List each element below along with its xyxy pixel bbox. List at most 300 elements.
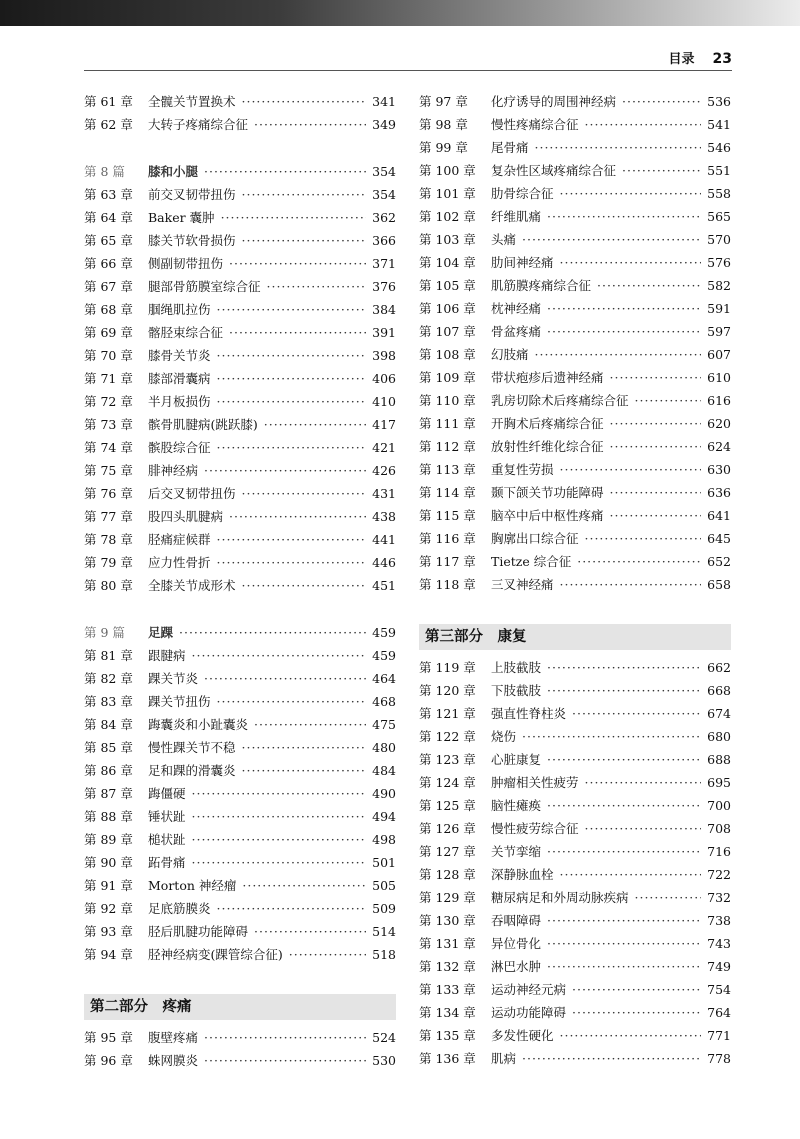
part-banner: 第三部分 康复 [419, 624, 731, 650]
chapter-number: 第 105 章 [419, 278, 476, 293]
chapter-title: 后交叉韧带扭伤 [148, 486, 236, 501]
dot-leader [242, 229, 367, 252]
toc-chapter-entry [419, 573, 731, 596]
page-number: 764 [707, 1005, 731, 1020]
chapter-title: 开胸术后疼痛综合征 [491, 416, 604, 431]
page-number: 480 [372, 740, 396, 755]
chapter-number: 第 63 章 [84, 187, 133, 202]
chapter-title: 腹壁疼痛 [148, 1030, 199, 1045]
chapter-title: 足和踝的滑囊炎 [148, 763, 236, 778]
chapter-title: Baker 囊肿 [148, 210, 215, 225]
toc-chapter-entry [84, 759, 396, 782]
chapter-number: 第 81 章 [84, 648, 133, 663]
dot-leader [635, 886, 702, 909]
dot-leader [192, 644, 367, 667]
dot-leader [597, 274, 701, 297]
page-number: 366 [372, 233, 396, 248]
toc-chapter-entry [419, 1024, 731, 1047]
page-number: 546 [707, 140, 731, 155]
dot-leader [547, 320, 701, 343]
page-number: 570 [707, 232, 731, 247]
chapter-number: 第 124 章 [419, 775, 476, 790]
chapter-number: 第 119 章 [419, 660, 476, 675]
chapter-title: 肿瘤相关性疲劳 [491, 775, 579, 790]
dot-leader [610, 504, 702, 527]
chapter-number: 第 102 章 [419, 209, 476, 224]
page-number: 620 [707, 416, 731, 431]
chapter-title: 跟腱病 [148, 648, 186, 663]
chapter-number: 第 134 章 [419, 1005, 476, 1020]
toc-chapter-entry [419, 817, 731, 840]
page-number: 732 [707, 890, 731, 905]
dot-leader [585, 113, 702, 136]
chapter-title: 全膝关节成形术 [148, 578, 236, 593]
chapter-number: 第 62 章 [84, 117, 133, 132]
dot-leader [547, 932, 701, 955]
toc-chapter-entry [84, 828, 396, 851]
chapter-title: 腘绳肌拉伤 [148, 302, 211, 317]
chapter-title: 放射性纤维化综合征 [491, 439, 604, 454]
chapter-title: 胫痛症候群 [148, 532, 211, 547]
chapter-number: 第 85 章 [84, 740, 133, 755]
chapter-title: 淋巴水肿 [491, 959, 542, 974]
page-number: 349 [372, 117, 396, 132]
dot-leader [242, 482, 367, 505]
dot-leader [192, 782, 367, 805]
dot-leader [217, 390, 367, 413]
chapter-number: 第 107 章 [419, 324, 476, 339]
page-number: 749 [707, 959, 731, 974]
toc-chapter-entry [84, 644, 396, 667]
toc-chapter-entry [84, 183, 396, 206]
chapter-title: 髌骨肌腱病(跳跃膝) [148, 417, 258, 432]
chapter-title: 幻肢痛 [491, 347, 529, 362]
toc-chapter-entry [84, 528, 396, 551]
page-number: 636 [707, 485, 731, 500]
chapter-number: 第 68 章 [84, 302, 133, 317]
page-number: 652 [707, 554, 731, 569]
toc-chapter-entry [84, 805, 396, 828]
chapter-title: Tietze 综合征 [491, 554, 572, 569]
dot-leader [217, 528, 367, 551]
dot-leader [204, 459, 366, 482]
toc-chapter-entry [84, 275, 396, 298]
chapter-title: 足踝 [148, 625, 174, 640]
toc-chapter-entry [419, 251, 731, 274]
page-number: 674 [707, 706, 731, 721]
toc-chapter-entry [84, 229, 396, 252]
dot-leader [217, 344, 367, 367]
page-number: 509 [372, 901, 396, 916]
chapter-number: 第 72 章 [84, 394, 133, 409]
toc-chapter-entry [419, 955, 731, 978]
header-divider [84, 70, 732, 71]
page-number: 490 [372, 786, 396, 801]
chapter-number: 第 130 章 [419, 913, 476, 928]
chapter-title: 胫后肌腱功能障碍 [148, 924, 249, 939]
dot-leader [242, 736, 367, 759]
dot-leader [217, 690, 367, 713]
toc-chapter-entry [419, 550, 731, 573]
toc-chapter-entry [419, 297, 731, 320]
dot-leader [572, 978, 701, 1001]
chapter-number: 第 116 章 [419, 531, 476, 546]
chapter-number: 第 76 章 [84, 486, 133, 501]
chapter-number: 第 117 章 [419, 554, 476, 569]
chapter-number: 第 71 章 [84, 371, 133, 386]
page-number: 738 [707, 913, 731, 928]
chapter-title: 上肢截肢 [491, 660, 542, 675]
toc-chapter-entry [84, 874, 396, 897]
toc-chapter-entry [419, 702, 731, 725]
chapter-title: 踇僵硬 [148, 786, 186, 801]
chapter-title: 尾骨痛 [491, 140, 529, 155]
chapter-number: 第 103 章 [419, 232, 476, 247]
chapter-number: 第 128 章 [419, 867, 476, 882]
toc-part-entry [84, 621, 396, 644]
chapter-title: 踝关节扭伤 [148, 694, 211, 709]
dot-leader [217, 367, 367, 390]
page-number: 716 [707, 844, 731, 859]
chapter-number: 第 77 章 [84, 509, 133, 524]
chapter-title: 运动神经元病 [491, 982, 567, 997]
chapter-title: 枕神经痛 [491, 301, 542, 316]
toc-chapter-entry [419, 932, 731, 955]
page-number: 541 [707, 117, 731, 132]
page-number: 441 [372, 532, 396, 547]
chapter-title: 强直性脊柱炎 [491, 706, 567, 721]
dot-leader [192, 805, 367, 828]
chapter-number: 第 92 章 [84, 901, 133, 916]
page-number: 426 [372, 463, 396, 478]
chapter-title: 异位骨化 [491, 936, 542, 951]
dot-leader [204, 667, 366, 690]
chapter-number: 第 122 章 [419, 729, 476, 744]
page-number: 616 [707, 393, 731, 408]
dot-leader [204, 1026, 366, 1049]
chapter-number: 第 114 章 [419, 485, 476, 500]
chapter-number: 第 79 章 [84, 555, 133, 570]
chapter-number: 第 83 章 [84, 694, 133, 709]
toc-chapter-entry [84, 413, 396, 436]
toc-chapter-entry [419, 228, 731, 251]
toc-chapter-entry [84, 736, 396, 759]
toc-chapter-entry [419, 794, 731, 817]
chapter-title: 膝骨关节炎 [148, 348, 211, 363]
chapter-number: 第 70 章 [84, 348, 133, 363]
page-number: 391 [372, 325, 396, 340]
page-number: 558 [707, 186, 731, 201]
page-number: 565 [707, 209, 731, 224]
section-spacer [84, 136, 396, 160]
dot-leader [217, 436, 367, 459]
chapter-number: 第 69 章 [84, 325, 133, 340]
toc-chapter-entry [419, 725, 731, 748]
page-number: 576 [707, 255, 731, 270]
dot-leader [547, 297, 701, 320]
dot-leader [217, 551, 367, 574]
dot-leader [560, 182, 702, 205]
page-number: 743 [707, 936, 731, 951]
chapter-number: 第 127 章 [419, 844, 476, 859]
section-spacer [84, 597, 396, 621]
page-number: 398 [372, 348, 396, 363]
page-number: 630 [707, 462, 731, 477]
dot-leader [547, 955, 701, 978]
chapter-number: 第 110 章 [419, 393, 476, 408]
page-number: 501 [372, 855, 396, 870]
chapter-title: 下肢截肢 [491, 683, 542, 698]
toc-chapter-entry [84, 344, 396, 367]
dot-leader [242, 183, 367, 206]
dot-leader [267, 275, 367, 298]
dot-leader [610, 481, 702, 504]
chapter-title: 胫神经病变(踝管综合征) [148, 947, 283, 962]
chapter-title: 运动功能障碍 [491, 1005, 567, 1020]
page-number: 536 [707, 94, 731, 109]
toc-chapter-entry [419, 481, 731, 504]
dot-leader [221, 206, 367, 229]
toc-chapter-entry [419, 412, 731, 435]
page-number: 518 [372, 947, 396, 962]
part-banner: 第二部分 疼痛 [84, 994, 396, 1020]
chapter-number: 第 99 章 [419, 140, 468, 155]
chapter-title: 髂胫束综合征 [148, 325, 224, 340]
dot-leader [535, 136, 702, 159]
dot-leader [560, 573, 702, 596]
toc-chapter-entry [419, 435, 731, 458]
page-number: 688 [707, 752, 731, 767]
chapter-title: 槌状趾 [148, 832, 186, 847]
chapter-title: 颞下颌关节功能障碍 [491, 485, 604, 500]
chapter-title: 纤维肌痛 [491, 209, 542, 224]
chapter-title: 股四头肌腱病 [148, 509, 224, 524]
chapter-title: 多发性硬化 [491, 1028, 554, 1043]
chapter-title: 前交叉韧带扭伤 [148, 187, 236, 202]
chapter-number: 第 95 章 [84, 1030, 133, 1045]
dot-leader [242, 574, 367, 597]
section-spacer [419, 596, 731, 620]
chapter-number: 第 133 章 [419, 982, 476, 997]
page-number: 384 [372, 302, 396, 317]
dot-leader [547, 840, 701, 863]
page-number: 530 [372, 1053, 396, 1068]
toc-chapter-entry [84, 206, 396, 229]
toc-chapter-entry [419, 274, 731, 297]
page-number: 662 [707, 660, 731, 675]
chapter-number: 第 121 章 [419, 706, 476, 721]
chapter-number: 第 87 章 [84, 786, 133, 801]
toc-chapter-entry [419, 863, 731, 886]
page-number: 505 [372, 878, 396, 893]
chapter-title: 重复性劳损 [491, 462, 554, 477]
toc-chapter-entry [84, 1049, 396, 1072]
chapter-title: 半月板损伤 [148, 394, 211, 409]
chapter-title: 侧副韧带扭伤 [148, 256, 224, 271]
section-spacer [84, 966, 396, 990]
page-number: 582 [707, 278, 731, 293]
toc-chapter-entry [84, 482, 396, 505]
dot-leader [229, 505, 366, 528]
chapter-number: 第 93 章 [84, 924, 133, 939]
toc-chapter-entry [84, 367, 396, 390]
chapter-number: 第 101 章 [419, 186, 476, 201]
page-number: 376 [372, 279, 396, 294]
dot-leader [289, 943, 366, 966]
dot-leader [192, 851, 367, 874]
dot-leader [572, 702, 701, 725]
chapter-number: 第 131 章 [419, 936, 476, 951]
dot-leader [547, 679, 701, 702]
toc-chapter-entry [84, 920, 396, 943]
chapter-title: 锤状趾 [148, 809, 186, 824]
chapter-title: 复杂性区域疼痛综合征 [491, 163, 617, 178]
chapter-title: 全髋关节置换术 [148, 94, 236, 109]
toc-chapter-entry [419, 748, 731, 771]
dot-leader [264, 413, 366, 436]
chapter-title: 三叉神经痛 [491, 577, 554, 592]
chapter-title: 乳房切除术后疼痛综合征 [491, 393, 629, 408]
chapter-number: 第 91 章 [84, 878, 133, 893]
chapter-title: 膝和小腿 [148, 164, 199, 179]
toc-chapter-entry [84, 113, 396, 136]
chapter-title: 脑卒中后中枢性疼痛 [491, 508, 604, 523]
dot-leader [610, 366, 702, 389]
chapter-number: 第 82 章 [84, 671, 133, 686]
chapter-title: 慢性踝关节不稳 [148, 740, 236, 755]
dot-leader [254, 713, 366, 736]
dot-leader [522, 228, 701, 251]
dot-leader [577, 550, 701, 573]
dot-leader [254, 920, 366, 943]
page-number: 459 [372, 625, 396, 640]
dot-leader [560, 458, 702, 481]
header-page-number: 23 [712, 51, 732, 67]
toc-right-column [419, 90, 731, 1070]
toc-chapter-entry [84, 252, 396, 275]
chapter-number: 第 64 章 [84, 210, 133, 225]
dot-leader [572, 1001, 701, 1024]
chapter-number: 第 126 章 [419, 821, 476, 836]
chapter-number: 第 118 章 [419, 577, 476, 592]
page-number: 524 [372, 1030, 396, 1045]
page-number: 778 [707, 1051, 731, 1066]
dot-leader [229, 321, 366, 344]
dot-leader [217, 897, 367, 920]
chapter-title: 慢性疲劳综合征 [491, 821, 579, 836]
page-number: 406 [372, 371, 396, 386]
chapter-title: 肌筋膜疼痛综合征 [491, 278, 592, 293]
dot-leader [622, 90, 701, 113]
page-number: 494 [372, 809, 396, 824]
toc-chapter-entry [419, 909, 731, 932]
toc-chapter-entry [84, 390, 396, 413]
chapter-title: 踝关节炎 [148, 671, 199, 686]
page-number: 464 [372, 671, 396, 686]
chapter-number: 第 97 章 [419, 94, 468, 109]
page-number: 459 [372, 648, 396, 663]
page-number: 468 [372, 694, 396, 709]
dot-leader [254, 113, 366, 136]
chapter-title: 肋骨综合征 [491, 186, 554, 201]
chapter-title: 慢性疼痛综合征 [491, 117, 579, 132]
page-number: 484 [372, 763, 396, 778]
chapter-number: 第 86 章 [84, 763, 133, 778]
dot-leader [585, 771, 702, 794]
toc-chapter-entry [419, 840, 731, 863]
page-number: 354 [372, 164, 396, 179]
chapter-title: 大转子疼痛综合征 [148, 117, 249, 132]
chapter-title: 带状疱疹后遗神经痛 [491, 370, 604, 385]
toc-chapter-entry [419, 656, 731, 679]
toc-chapter-entry [419, 389, 731, 412]
chapter-number: 第 100 章 [419, 163, 476, 178]
toc-chapter-entry [84, 551, 396, 574]
chapter-title: 髌股综合征 [148, 440, 211, 455]
dot-leader [522, 1047, 701, 1070]
dot-leader [242, 759, 367, 782]
toc-chapter-entry [84, 1026, 396, 1049]
dot-leader [585, 817, 702, 840]
chapter-title: 头痛 [491, 232, 517, 247]
toc-chapter-entry [419, 978, 731, 1001]
toc-chapter-entry [419, 90, 731, 113]
page-number: 475 [372, 717, 396, 732]
chapter-number: 第 78 章 [84, 532, 133, 547]
page-number: 607 [707, 347, 731, 362]
dot-leader [547, 656, 701, 679]
chapter-number: 第 106 章 [419, 301, 476, 316]
toc-chapter-entry [419, 113, 731, 136]
dot-leader [204, 160, 366, 183]
toc-chapter-entry [419, 366, 731, 389]
toc-chapter-entry [84, 713, 396, 736]
chapter-number: 第 98 章 [419, 117, 468, 132]
header-section-title: 目录 [668, 52, 695, 67]
page-number: 700 [707, 798, 731, 813]
chapter-number: 第 109 章 [419, 370, 476, 385]
chapter-title: 肋间神经痛 [491, 255, 554, 270]
toc-part-entry [84, 160, 396, 183]
page-number: 641 [707, 508, 731, 523]
chapter-title: 化疗诱导的周围神经病 [491, 94, 617, 109]
chapter-number: 第 89 章 [84, 832, 133, 847]
page-number: 722 [707, 867, 731, 882]
dot-leader [229, 252, 366, 275]
page-number: 597 [707, 324, 731, 339]
toc-chapter-entry [84, 436, 396, 459]
chapter-number: 第 74 章 [84, 440, 133, 455]
toc-chapter-entry [84, 90, 396, 113]
dot-leader [547, 909, 701, 932]
page-number: 371 [372, 256, 396, 271]
toc-chapter-entry [419, 159, 731, 182]
page-number: 431 [372, 486, 396, 501]
chapter-number: 第 115 章 [419, 508, 476, 523]
chapter-title: 深静脉血栓 [491, 867, 554, 882]
chapter-title: Morton 神经瘤 [148, 878, 237, 893]
dot-leader [610, 412, 702, 435]
page-number: 410 [372, 394, 396, 409]
toc-chapter-entry [84, 321, 396, 344]
chapter-number: 第 65 章 [84, 233, 133, 248]
toc-chapter-entry [419, 182, 731, 205]
dot-leader [585, 527, 702, 550]
toc-chapter-entry [419, 205, 731, 228]
chapter-title: 心脏康复 [491, 752, 542, 767]
page-number: 354 [372, 187, 396, 202]
dot-leader [217, 298, 367, 321]
